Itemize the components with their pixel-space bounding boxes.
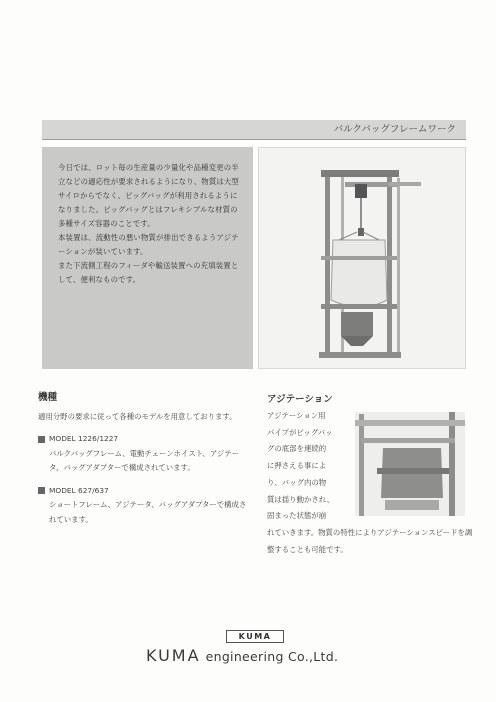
frame-photo [258, 147, 466, 369]
model-item [38, 432, 253, 476]
intro-panel [42, 147, 253, 369]
agitation-line: グの底部を連続的 [267, 444, 327, 454]
agitation-line: 固まった状態が崩 [267, 511, 327, 521]
agitation-line: アジテーション用 [267, 411, 326, 420]
model-name: MODEL 1226/1227 [49, 434, 119, 443]
company-name-rest: engineering Co.,Ltd. [205, 649, 339, 664]
agitation-line: パイプがビッグバッ [267, 427, 333, 437]
agitator-illustration [355, 412, 465, 516]
model-name: MODEL 627/637 [49, 485, 109, 495]
logo-mark: KUMA [226, 630, 284, 643]
agitation-line: り、バッグ内の物 [267, 477, 327, 487]
section-title-bar [42, 120, 466, 140]
model-item [38, 484, 253, 528]
agitation-line: 質は揺り動かされ、 [267, 494, 334, 504]
bulk-bag-frame-illustration [259, 148, 465, 368]
model-description: ショートフレーム、アジテータ、バッグアダプターで構成されています。 [49, 500, 247, 524]
model-description: バルクバッグフレーム、電動チェーンホイスト、アジテータ、バッグアダプターで構成されています。 [49, 448, 240, 472]
page-title: バルクバッグフレームワーク [333, 124, 456, 135]
intro-text [58, 161, 244, 287]
agitation-tail: れていきます。物質の特性によりアジテーションスピードを調整することも可能です。 [267, 527, 473, 554]
bullet-square-icon [38, 436, 45, 443]
models-section [38, 391, 253, 527]
intro-paragraph: また下流側工程のフィーダや輸送装置への充填装置として、便利なものです。 [58, 261, 239, 284]
agitation-heading: アジテーション [267, 394, 333, 405]
company-name-kuma: KUMA [146, 646, 201, 665]
agitation-line: に押さえる事によ [267, 461, 327, 471]
intro-paragraph: 今日では、ロット毎の生産量の少量化や品種変更の半立などの適応性が要求されるようになり、物質は大型サイロからでなく、ビッグバッグが利用されるようになりました。ビッグバッグとはフレキシブルな材質の多種サイズ容器のことです。 [58, 163, 239, 228]
bullet-square-icon [38, 487, 45, 494]
agitator-photo [355, 412, 465, 516]
models-description: 適用分野の要求に従って各種のモデルを用意しております。 [38, 411, 237, 421]
intro-paragraph: 本装置は、流動性の悪い物質が排出できるようアジテーションが装いています。 [58, 233, 239, 256]
company-name [146, 646, 366, 665]
models-heading: 機種 [38, 392, 58, 403]
